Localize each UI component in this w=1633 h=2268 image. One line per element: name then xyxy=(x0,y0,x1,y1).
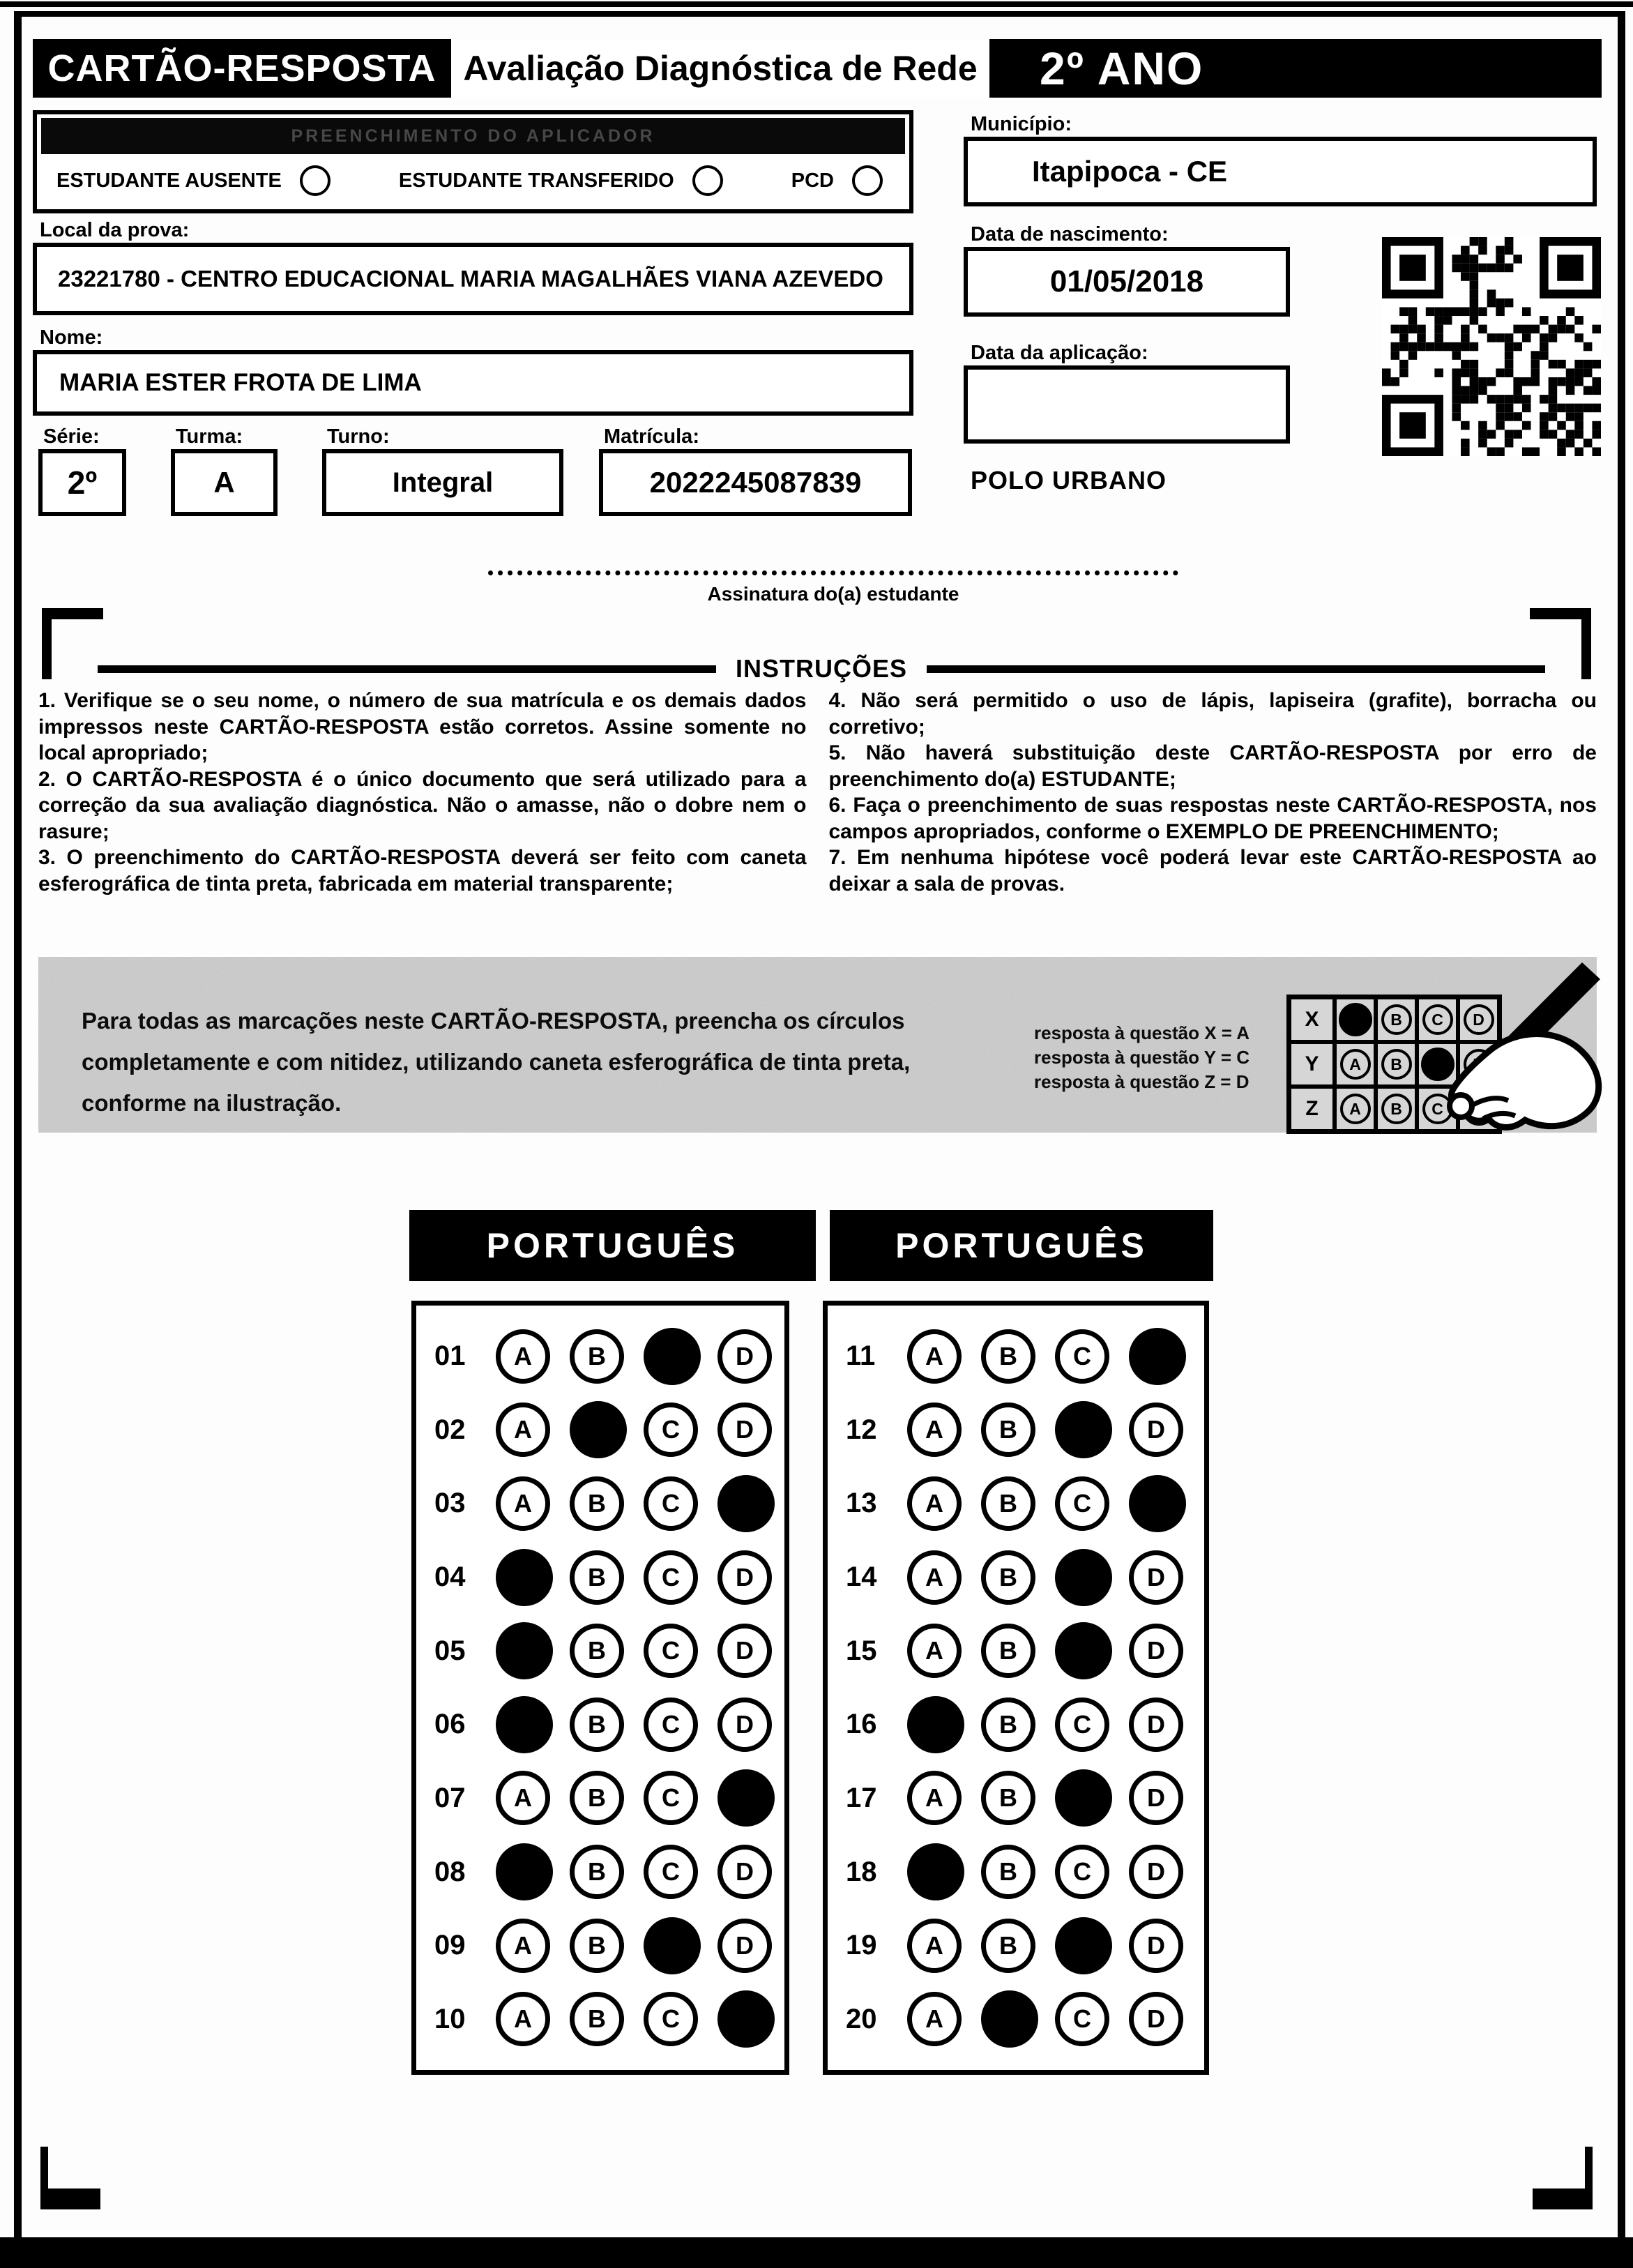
example-bubble-X-A xyxy=(1339,1003,1372,1036)
instruction-item: 3. O preenchimento do CARTÃO-RESPOSTA deverá ser feito com caneta esferográfica de tinta preta, fabricada em material transparente; xyxy=(38,846,807,895)
subject-header-2: PORTUGUÊS xyxy=(830,1210,1213,1281)
question-row-09 xyxy=(416,1917,784,1974)
bubble-14-D[interactable]: D xyxy=(1129,1550,1183,1605)
matricula-label: Matrícula: xyxy=(604,425,699,448)
bubble-17-B[interactable]: B xyxy=(981,1771,1035,1825)
bubble-08-B[interactable]: B xyxy=(570,1845,624,1899)
signature-line xyxy=(488,570,1178,575)
question-row-17 xyxy=(828,1769,1204,1827)
checkbox-estudante-transferido[interactable] xyxy=(692,165,723,196)
bubble-20-C[interactable]: C xyxy=(1055,1992,1109,2046)
bubble-04-B[interactable]: B xyxy=(570,1550,624,1605)
question-number: 11 xyxy=(846,1340,876,1372)
question-number: 17 xyxy=(846,1782,877,1813)
fill-example-option-cell xyxy=(1332,1044,1374,1084)
polo-label: POLO URBANO xyxy=(971,466,1167,494)
question-row-06 xyxy=(416,1696,784,1753)
bubble-02-A[interactable]: A xyxy=(496,1403,550,1457)
qr-code-icon xyxy=(1382,237,1601,456)
bubble-01-C[interactable] xyxy=(644,1328,701,1385)
bubble-20-A[interactable]: A xyxy=(907,1992,962,2046)
bubble-20-D[interactable]: D xyxy=(1129,1992,1183,2046)
turno-value: Integral xyxy=(322,449,563,516)
bubble-04-C[interactable]: C xyxy=(644,1550,698,1605)
exam-title: Avaliação Diagnóstica de Rede xyxy=(451,39,989,98)
bubble-02-B[interactable] xyxy=(570,1401,627,1458)
example-bubble-Z-C: C xyxy=(1422,1094,1453,1124)
question-row-20 xyxy=(828,1990,1204,2048)
nome-value: MARIA ESTER FROTA DE LIMA xyxy=(33,350,913,416)
bubble-04-D[interactable]: D xyxy=(717,1550,772,1605)
example-bubble-X-D: D xyxy=(1464,1004,1494,1035)
bubble-07-B[interactable]: B xyxy=(570,1771,624,1825)
question-number: 04 xyxy=(434,1562,466,1592)
bubble-18-A[interactable] xyxy=(907,1843,964,1900)
question-number: 06 xyxy=(434,1709,466,1740)
bubble-02-C[interactable]: C xyxy=(644,1403,698,1457)
fill-example-question-label: Z xyxy=(1305,1097,1319,1120)
bubble-07-D[interactable] xyxy=(717,1769,775,1827)
local-da-prova-value: 23221780 - CENTRO EDUCACIONAL MARIA MAGALHÃES VIANA AZEVEDO xyxy=(33,243,913,315)
bubble-15-D[interactable]: D xyxy=(1129,1624,1183,1678)
bubble-10-C[interactable]: C xyxy=(644,1992,698,2046)
example-bubble-X-C: C xyxy=(1422,1004,1453,1035)
turma-label: Turma: xyxy=(176,425,243,448)
bubble-19-B[interactable]: B xyxy=(981,1919,1035,1973)
bubble-05-B[interactable]: B xyxy=(570,1624,624,1678)
bubble-09-B[interactable]: B xyxy=(570,1919,624,1973)
question-number: 02 xyxy=(434,1414,466,1445)
bubble-11-C[interactable]: C xyxy=(1055,1329,1109,1384)
bubble-09-D[interactable]: D xyxy=(717,1919,772,1973)
page-top-edge-line xyxy=(0,1,1633,7)
bubble-09-C[interactable] xyxy=(644,1917,701,1974)
municipio-label: Município: xyxy=(971,113,1072,135)
bubble-06-D[interactable]: D xyxy=(717,1698,772,1752)
bubble-03-C[interactable]: C xyxy=(644,1476,698,1531)
example-bubble-Y-B: B xyxy=(1381,1049,1412,1080)
bubble-07-C[interactable]: C xyxy=(644,1771,698,1825)
bubble-19-C[interactable] xyxy=(1055,1917,1112,1974)
question-number: 01 xyxy=(434,1340,466,1372)
instruction-item: 6. Faça o preenchimento de suas respostas neste CARTÃO-RESPOSTA, nos campos apropriados, conforme o EXEMPLO DE PREENCHIMENTO; xyxy=(828,794,1597,843)
question-row-13 xyxy=(828,1475,1204,1532)
bubble-04-A[interactable] xyxy=(496,1549,553,1606)
bubble-06-A[interactable] xyxy=(496,1696,553,1753)
question-number: 13 xyxy=(846,1488,877,1519)
page-bottom-bar xyxy=(0,2237,1633,2268)
question-number: 10 xyxy=(434,2003,466,2034)
bubble-12-C[interactable] xyxy=(1055,1401,1112,1458)
instruction-item: 2. O CARTÃO-RESPOSTA é o único documento que será utilizado para a correção da sua avaliação diagnóstica. Não o amasse, não o dobre nem o rasure; xyxy=(38,767,807,843)
instruction-item: 5. Não haverá substituição deste CARTÃO-RESPOSTA por erro de preenchimento do(a) ESTUDANTE; xyxy=(828,741,1597,791)
question-number: 07 xyxy=(434,1782,466,1813)
bubble-08-A[interactable] xyxy=(496,1843,553,1900)
bubble-08-C[interactable]: C xyxy=(644,1845,698,1899)
question-row-03 xyxy=(416,1475,784,1532)
example-bubble-Z-B: B xyxy=(1381,1094,1412,1124)
bubble-02-D[interactable]: D xyxy=(717,1403,772,1457)
question-row-16 xyxy=(828,1696,1204,1753)
fill-example-legend-line: resposta à questão X = A xyxy=(1034,1022,1250,1043)
aplicador-option xyxy=(791,165,883,196)
fill-example-legend xyxy=(1034,1021,1250,1094)
bubble-18-D[interactable]: D xyxy=(1129,1845,1183,1899)
bubble-15-B[interactable]: B xyxy=(981,1624,1035,1678)
question-number: 08 xyxy=(434,1856,466,1887)
bubble-01-B[interactable]: B xyxy=(570,1329,624,1384)
rule-left xyxy=(98,665,716,673)
bubble-14-B[interactable]: B xyxy=(981,1550,1035,1605)
bubble-10-A[interactable]: A xyxy=(496,1992,550,2046)
registration-bracket-top-left xyxy=(42,608,103,679)
bubble-19-A[interactable]: A xyxy=(907,1919,962,1973)
bubble-12-B[interactable]: B xyxy=(981,1403,1035,1457)
serie-label: Série: xyxy=(43,425,100,448)
question-row-04 xyxy=(416,1549,784,1606)
matricula-value: 2022245087839 xyxy=(599,449,912,516)
instructions-columns xyxy=(38,688,1597,897)
aplicador-option xyxy=(56,165,331,196)
nome-label: Nome: xyxy=(40,326,103,349)
fill-example-option-cell xyxy=(1332,1089,1374,1129)
bubble-16-A[interactable] xyxy=(907,1696,964,1753)
bubble-14-C[interactable] xyxy=(1055,1549,1112,1606)
bubble-06-C[interactable]: C xyxy=(644,1698,698,1752)
bubble-06-B[interactable]: B xyxy=(570,1698,624,1752)
question-row-15 xyxy=(828,1622,1204,1679)
bubble-11-D[interactable] xyxy=(1129,1328,1186,1385)
checkbox-pcd[interactable] xyxy=(852,165,883,196)
signature-label: Assinatura do(a) estudante xyxy=(707,583,959,605)
instructions-column-right xyxy=(829,688,1597,897)
aplicador-strip-title: PREENCHIMENTO DO APLICADOR xyxy=(291,126,655,146)
bubble-18-B[interactable]: B xyxy=(981,1845,1035,1899)
aplicador-option xyxy=(399,165,723,196)
question-number: 15 xyxy=(846,1635,877,1666)
subject-header-1: PORTUGUÊS xyxy=(409,1210,816,1281)
aplicador-section xyxy=(33,110,913,213)
question-number: 03 xyxy=(434,1488,466,1519)
bubble-16-C[interactable]: C xyxy=(1055,1698,1109,1752)
bubble-14-A[interactable]: A xyxy=(907,1550,962,1605)
instructions-header xyxy=(98,654,1545,683)
bubble-05-A[interactable] xyxy=(496,1622,553,1679)
header-bar xyxy=(33,39,1602,98)
fill-example-question-cell xyxy=(1291,999,1332,1040)
question-row-14 xyxy=(828,1549,1204,1606)
fill-example-legend-line: resposta à questão Z = D xyxy=(1034,1071,1250,1092)
fill-example-question-cell xyxy=(1291,1089,1332,1129)
bubble-10-B[interactable]: B xyxy=(570,1992,624,2046)
bubble-12-A[interactable]: A xyxy=(907,1403,962,1457)
bubble-11-A[interactable]: A xyxy=(907,1329,962,1384)
fill-example-question-label: Y xyxy=(1305,1052,1319,1075)
turno-label: Turno: xyxy=(327,425,390,448)
question-row-07 xyxy=(416,1769,784,1827)
hand-with-pen-icon xyxy=(1406,961,1609,1133)
fill-example-text: Para todas as marcações neste CARTÃO-RESPOSTA, preencha os círculos completamente e com nitidez, utilizando caneta esferográfica de tinta preta, conforme na ilustração. xyxy=(82,1008,911,1116)
bubble-07-A[interactable]: A xyxy=(496,1771,550,1825)
page-frame-top xyxy=(14,11,1618,17)
bubble-13-A[interactable]: A xyxy=(907,1476,962,1531)
question-number: 19 xyxy=(846,1930,877,1961)
example-bubble-Y-A: A xyxy=(1340,1049,1371,1080)
serie-value: 2º xyxy=(38,449,126,516)
turma-value: A xyxy=(171,449,278,516)
fill-example-question-cell xyxy=(1291,1044,1332,1084)
answer-grid-questions-11-20 xyxy=(823,1301,1209,2075)
bubble-15-C[interactable] xyxy=(1055,1622,1112,1679)
question-row-10 xyxy=(416,1990,784,2048)
bubble-05-C[interactable]: C xyxy=(644,1624,698,1678)
question-row-08 xyxy=(416,1843,784,1900)
bubble-11-B[interactable]: B xyxy=(981,1329,1035,1384)
page-frame-left xyxy=(14,11,22,2237)
aplicador-row xyxy=(37,154,909,196)
instructions-title: INSTRUÇÕES xyxy=(735,654,908,683)
bubble-08-D[interactable]: D xyxy=(717,1845,772,1899)
bubble-10-D[interactable] xyxy=(717,1990,775,2048)
bubble-15-A[interactable]: A xyxy=(907,1624,962,1678)
checkbox-estudante-ausente[interactable] xyxy=(300,165,331,196)
question-number: 14 xyxy=(846,1562,877,1592)
question-number: 09 xyxy=(434,1930,466,1961)
registration-bracket-bottom-left xyxy=(40,2147,100,2209)
bubble-01-D[interactable]: D xyxy=(717,1329,772,1384)
bubble-17-D[interactable]: D xyxy=(1129,1771,1183,1825)
bubble-16-D[interactable]: D xyxy=(1129,1698,1183,1752)
example-bubble-X-B: B xyxy=(1381,1004,1412,1035)
bubble-20-B[interactable] xyxy=(981,1990,1038,2048)
aplicador-strip xyxy=(41,118,905,154)
question-row-19 xyxy=(828,1917,1204,1974)
question-number: 20 xyxy=(846,2003,877,2034)
registration-bracket-bottom-right xyxy=(1533,2147,1593,2209)
bubble-03-B[interactable]: B xyxy=(570,1476,624,1531)
question-number: 12 xyxy=(846,1414,877,1445)
bubble-13-B[interactable]: B xyxy=(981,1476,1035,1531)
grade-label: 2º ANO xyxy=(1040,43,1204,94)
local-da-prova-label: Local da prova: xyxy=(40,219,190,241)
question-number: 05 xyxy=(434,1635,466,1666)
instruction-item: 4. Não será permitido o uso de lápis, lapiseira (grafite), borracha ou corretivo; xyxy=(828,689,1597,739)
bubble-19-D[interactable]: D xyxy=(1129,1919,1183,1973)
fill-example-band xyxy=(38,957,1597,1133)
bubble-18-C[interactable]: C xyxy=(1055,1845,1109,1899)
question-number: 18 xyxy=(846,1856,877,1887)
bubble-01-A[interactable]: A xyxy=(496,1329,550,1384)
bubble-12-D[interactable]: D xyxy=(1129,1403,1183,1457)
bubble-03-D[interactable] xyxy=(717,1475,775,1532)
question-row-05 xyxy=(416,1622,784,1679)
instruction-item: 1. Verifique se o seu nome, o número de sua matrícula e os demais dados impressos neste CARTÃO-RESPOSTA estão corretos. Assine somente no local apropriado; xyxy=(38,689,807,764)
question-row-18 xyxy=(828,1843,1204,1900)
municipio-value: Itapipoca - CE xyxy=(964,137,1597,206)
page-frame-right xyxy=(1618,11,1625,2237)
fill-example-option-cell xyxy=(1332,999,1374,1040)
question-number: 16 xyxy=(846,1709,877,1740)
fill-example-question-label: X xyxy=(1305,1008,1319,1031)
card-title: CARTÃO-RESPOSTA xyxy=(47,47,436,89)
bubble-13-D[interactable] xyxy=(1129,1475,1186,1532)
instructions-column-left xyxy=(38,688,807,897)
bubble-17-A[interactable]: A xyxy=(907,1771,962,1825)
example-bubble-Z-A: A xyxy=(1340,1094,1371,1124)
data-nascimento-value: 01/05/2018 xyxy=(964,247,1290,317)
rule-right xyxy=(927,665,1545,673)
data-aplicacao-label: Data da aplicação: xyxy=(971,342,1148,364)
question-row-02 xyxy=(416,1401,784,1458)
bubble-16-B[interactable]: B xyxy=(981,1698,1035,1752)
question-row-01 xyxy=(416,1328,784,1385)
answer-grid-questions-01-10 xyxy=(411,1301,789,2075)
instruction-item: 7. Em nenhuma hipótese você poderá levar este CARTÃO-RESPOSTA ao deixar a sala de provas. xyxy=(828,846,1597,895)
question-row-12 xyxy=(828,1401,1204,1458)
aplicador-option-label: ESTUDANTE TRANSFERIDO xyxy=(398,169,674,192)
aplicador-option-label: PCD xyxy=(791,169,834,192)
bubble-09-A[interactable]: A xyxy=(496,1919,550,1973)
aplicador-option-label: ESTUDANTE AUSENTE xyxy=(56,169,282,192)
data-aplicacao-value xyxy=(964,365,1290,444)
data-nascimento-label: Data de nascimento: xyxy=(971,223,1169,245)
bubble-03-A[interactable]: A xyxy=(496,1476,550,1531)
bubble-13-C[interactable]: C xyxy=(1055,1476,1109,1531)
bubble-17-C[interactable] xyxy=(1055,1769,1112,1827)
bubble-05-D[interactable]: D xyxy=(717,1624,772,1678)
fill-example-legend-line: resposta à questão Y = C xyxy=(1034,1047,1250,1068)
question-row-11 xyxy=(828,1328,1204,1385)
